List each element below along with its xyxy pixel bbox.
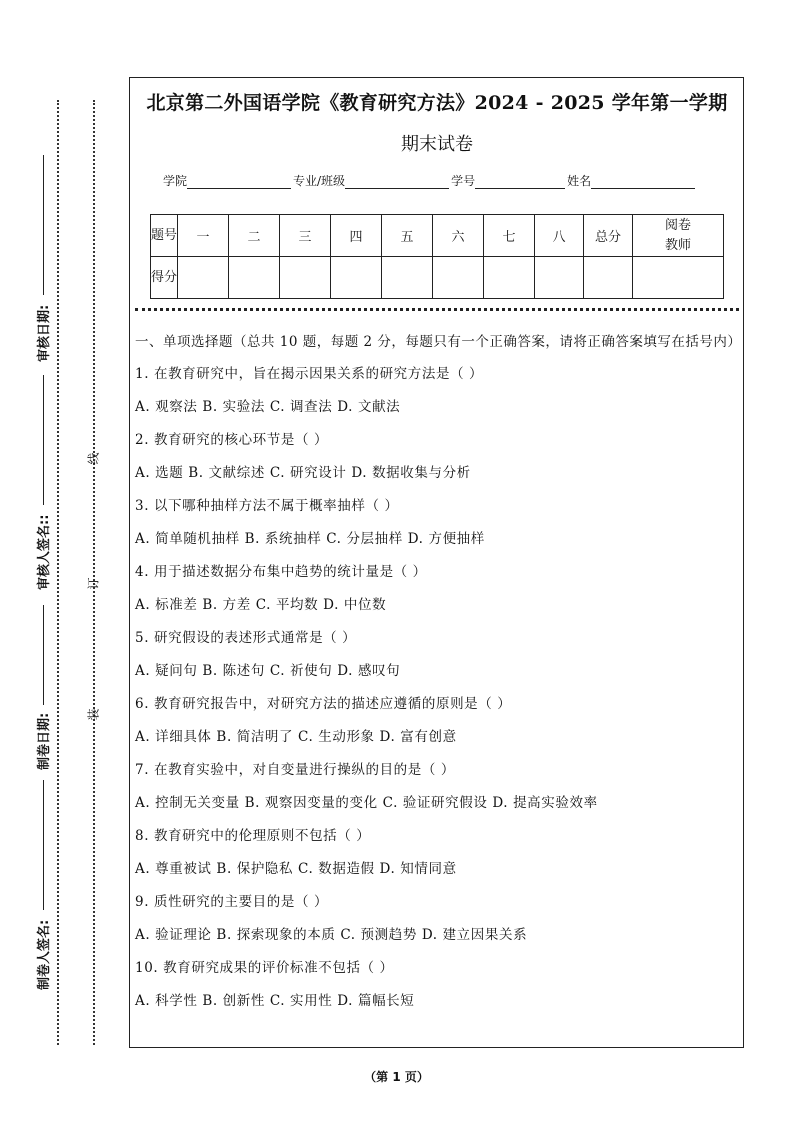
reviewer-signature-label: 审核人签名:: <box>37 514 52 590</box>
major-class-label: 专业/班级 <box>293 174 346 188</box>
score-cell[interactable] <box>280 257 331 299</box>
score-cell[interactable] <box>484 257 535 299</box>
binding-dotted-line-inner <box>93 100 95 1045</box>
question-options: A. 观察法 B. 实验法 C. 调查法 D. 文献法 <box>135 399 401 415</box>
binding-mark-zhuang: 装 <box>86 708 101 721</box>
question-options: A. 验证理论 B. 探索现象的本质 C. 预测趋势 D. 建立因果关系 <box>135 927 528 943</box>
question-text: 3. 以下哪种抽样方法不属于概率抽样（ ） <box>135 498 399 514</box>
score-cell-grader[interactable] <box>633 257 724 299</box>
col-grader: 阅卷教师 <box>633 215 724 257</box>
score-row-header: 得分 <box>151 257 178 299</box>
name-label: 姓名 <box>567 174 592 188</box>
question-number-header: 题号 <box>151 215 178 257</box>
col-8: 八 <box>535 215 584 257</box>
question-text: 9. 质性研究的主要目的是（ ） <box>135 894 329 910</box>
score-table-header-row <box>151 215 724 257</box>
score-cell[interactable] <box>382 257 433 299</box>
question-text: 10. 教育研究成果的评价标准不包括（ ） <box>135 960 394 976</box>
col-5: 五 <box>382 215 433 257</box>
name-field[interactable] <box>591 174 695 189</box>
col-2: 二 <box>229 215 280 257</box>
review-date-label: 审核日期: <box>37 304 52 362</box>
question-text: 2. 教育研究的核心环节是（ ） <box>135 432 329 448</box>
question-options: A. 简单随机抽样 B. 系统抽样 C. 分层抽样 D. 方便抽样 <box>135 531 485 547</box>
score-table-score-row <box>151 257 724 299</box>
college-field[interactable] <box>187 174 291 189</box>
exam-title: 北京第二外国语学院《教育研究方法》2024 - 2025 学年第一学期 <box>146 92 728 114</box>
question-text: 8. 教育研究中的伦理原则不包括（ ） <box>135 828 371 844</box>
question-options: A. 尊重被试 B. 保护隐私 C. 数据造假 D. 知情同意 <box>135 861 457 877</box>
score-cell[interactable] <box>535 257 584 299</box>
score-cell[interactable] <box>229 257 280 299</box>
college-label: 学院 <box>163 174 188 188</box>
question-options: A. 疑问句 B. 陈述句 C. 祈使句 D. 感叹句 <box>135 663 401 679</box>
major-class-field[interactable] <box>345 174 449 189</box>
student-id-label: 学号 <box>451 174 476 188</box>
review-date-blank[interactable] <box>43 155 44 295</box>
question-options: A. 科学性 B. 创新性 C. 实用性 D. 篇幅长短 <box>135 993 415 1009</box>
section-1-title: 一、单项选择题（总共 10 题，每题 2 分，每题只有一个正确答案，请将正确答案填写在括号内） <box>135 334 742 350</box>
student-info-row <box>163 172 697 189</box>
col-6: 六 <box>433 215 484 257</box>
question-options: A. 标准差 B. 方差 C. 平均数 D. 中位数 <box>135 597 387 613</box>
score-cell[interactable] <box>331 257 382 299</box>
question-options: A. 详细具体 B. 简洁明了 C. 生动形象 D. 富有创意 <box>135 729 457 745</box>
col-4: 四 <box>331 215 382 257</box>
col-7: 七 <box>484 215 535 257</box>
col-1: 一 <box>178 215 229 257</box>
question-text: 1. 在教育研究中，旨在揭示因果关系的研究方法是（ ） <box>135 366 484 382</box>
exam-subtitle: 期末试卷 <box>401 134 473 155</box>
score-cell-total[interactable] <box>584 257 633 299</box>
question-text: 5. 研究假设的表述形式通常是（ ） <box>135 630 357 646</box>
question-section <box>135 331 741 1023</box>
score-cell[interactable] <box>433 257 484 299</box>
section-divider <box>135 308 739 311</box>
question-options: A. 控制无关变量 B. 观察因变量的变化 C. 验证研究假设 D. 提高实验效率 <box>135 795 598 811</box>
question-text: 7. 在教育实验中，对自变量进行操纵的目的是（ ） <box>135 762 455 778</box>
reviewer-signature-blank[interactable] <box>43 375 44 505</box>
question-text: 6. 教育研究报告中，对研究方法的描述应遵循的原则是（ ） <box>135 696 512 712</box>
make-date-blank[interactable] <box>43 605 44 705</box>
maker-signature-label: 制卷人签名: <box>37 919 52 990</box>
binding-mark-ding: 订 <box>86 577 101 590</box>
score-cell[interactable] <box>178 257 229 299</box>
question-options: A. 选题 B. 文献综述 C. 研究设计 D. 数据收集与分析 <box>135 465 471 481</box>
maker-signature-blank[interactable] <box>43 780 44 910</box>
score-table <box>150 214 724 299</box>
col-total: 总分 <box>584 215 633 257</box>
binding-mark-line: 线 <box>86 452 101 465</box>
make-date-label: 制卷日期: <box>37 712 52 770</box>
binding-dotted-line-outer <box>57 100 59 1045</box>
col-3: 三 <box>280 215 331 257</box>
page-number: （第 1 页） <box>364 1070 429 1084</box>
question-text: 4. 用于描述数据分布集中趋势的统计量是（ ） <box>135 564 427 580</box>
student-id-field[interactable] <box>475 174 565 189</box>
